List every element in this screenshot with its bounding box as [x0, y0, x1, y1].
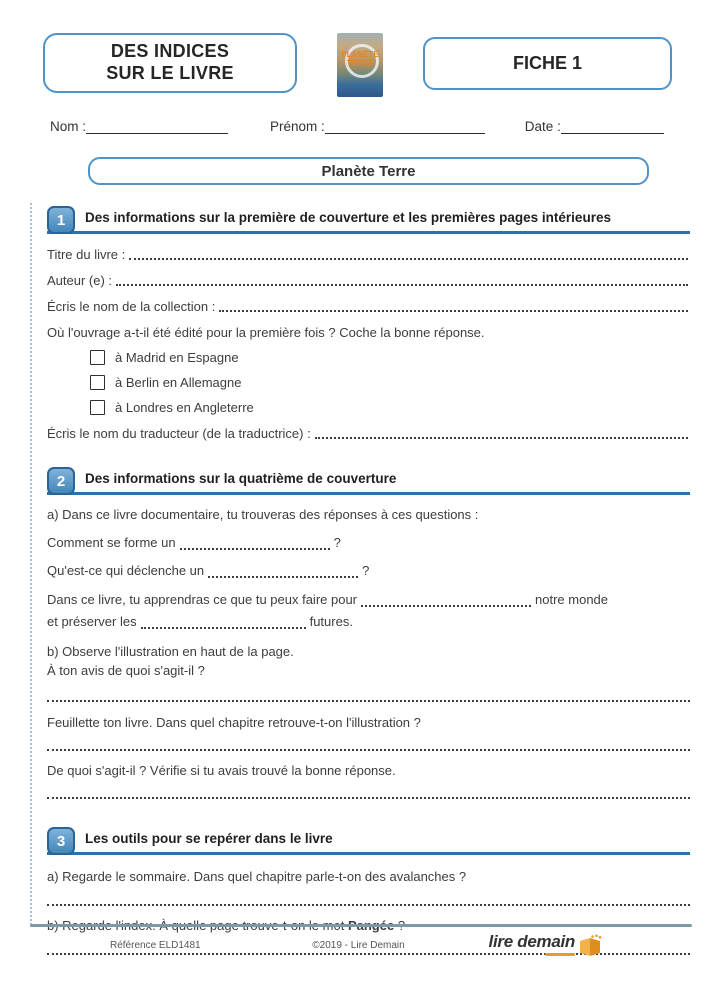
berlin-checkbox[interactable] — [90, 375, 105, 390]
collection-answer-line[interactable] — [219, 310, 688, 312]
traducteur-answer-line[interactable] — [315, 437, 688, 439]
footer-copyright: ©2019 - Lire Demain — [312, 940, 405, 951]
collection-label: Écris le nom de la collection : — [47, 299, 216, 314]
choice-madrid — [90, 350, 690, 365]
s3-answer-line-1[interactable] — [47, 898, 690, 906]
identity-row — [50, 118, 664, 134]
logo-subline — [545, 953, 575, 956]
fiche-label: FICHE 1 — [512, 53, 582, 73]
s2-answer-line-3[interactable] — [47, 791, 690, 799]
edition-question-row — [47, 325, 690, 340]
header-title-line1: DES INDICES — [110, 41, 230, 62]
section-1-heading-text: Des informations sur la première de couverture et les premières pages intérieures — [85, 210, 611, 225]
choice-londres — [90, 400, 690, 415]
book-cover-title — [337, 50, 383, 68]
s2-line3 — [47, 592, 690, 607]
feuillette-question: Feuillette ton livre. Dans quel chapitre retrouve-t-on l'illustration ? — [47, 715, 421, 730]
book-title: Planète Terre — [321, 162, 416, 180]
q2-suffix: ? — [362, 563, 370, 578]
s2-answer-line-2[interactable] — [47, 743, 690, 751]
nom-label: Nom : — [50, 119, 87, 134]
line4-answer-line[interactable] — [141, 615, 306, 629]
book-cover-thumbnail — [337, 33, 383, 97]
q2-prefix: Qu'est-ce qui déclenche un — [47, 563, 205, 578]
section-1-badge: 1 — [47, 206, 75, 234]
cover-title-line2: TERRE — [346, 59, 374, 69]
line4-prefix: et préserver les — [47, 614, 137, 629]
prenom-field[interactable] — [325, 118, 485, 134]
auteur-label: Auteur (e) : — [47, 273, 113, 288]
footer-divider — [30, 924, 692, 927]
section-3-heading-text: Les outils pour se repérer dans le livre — [85, 831, 333, 846]
s2-intro-row — [47, 507, 690, 522]
s2-verify-row — [47, 763, 690, 778]
section-2-heading-text: Des informations sur la quatrième de couverture — [85, 471, 397, 486]
q1-answer-line[interactable] — [180, 536, 330, 550]
s2-b-observe — [47, 642, 690, 680]
madrid-label: à Madrid en Espagne — [115, 350, 239, 365]
titre-label: Titre du livre : — [47, 247, 126, 262]
traducteur-row — [47, 426, 690, 441]
section-3-badge: 3 — [47, 827, 75, 855]
choice-berlin — [90, 375, 690, 390]
s3-a-question: a) Regarde le sommaire. Dans quel chapitre parle-t-on des avalanches ? — [47, 869, 467, 884]
date-field[interactable] — [561, 118, 664, 134]
q1-suffix: ? — [333, 535, 341, 550]
date-label: Date : — [524, 119, 561, 134]
londres-checkbox[interactable] — [90, 400, 105, 415]
line3-prefix: Dans ce livre, tu apprendras ce que tu peux faire pour — [47, 592, 358, 607]
edition-question: Où l'ouvrage a-t-il été édité pour la première fois ? Coche la bonne réponse. — [47, 325, 485, 340]
line4-suffix: futures. — [309, 614, 353, 629]
auteur-answer-line[interactable] — [116, 284, 688, 286]
londres-label: à Londres en Angleterre — [115, 400, 254, 415]
q1-prefix: Comment se forme un — [47, 535, 176, 550]
prenom-label: Prénom : — [270, 119, 325, 134]
open-book-icon — [577, 934, 603, 958]
lire-demain-logo — [489, 932, 603, 958]
s2-line4 — [47, 614, 690, 629]
auteur-row — [47, 273, 690, 288]
verify-line: De quoi s'agit-il ? Vérifie si tu avais trouvé la bonne réponse. — [47, 763, 396, 778]
s3-a-row — [47, 869, 690, 884]
s2-question-2 — [47, 563, 690, 578]
logo-text: lire demain — [488, 932, 575, 951]
berlin-label: à Berlin en Allemagne — [115, 375, 242, 390]
header-title-line2: SUR LE LIVRE — [106, 63, 234, 83]
traducteur-label: Écris le nom du traducteur (de la traductrice) : — [47, 426, 311, 441]
titre-du-livre-row — [47, 247, 690, 262]
nom-field[interactable] — [86, 118, 228, 134]
fiche-number-box — [423, 37, 672, 90]
book-title-box — [88, 157, 649, 185]
line3-suffix: notre monde — [535, 592, 609, 607]
b-line1: b) Observe l'illustration en haut de la page. — [47, 644, 294, 659]
s2-intro: a) Dans ce livre documentaire, tu trouveras des réponses à ces questions : — [47, 507, 479, 522]
b-line2: À ton avis de quoi s'agit-il ? — [47, 663, 205, 678]
collection-row — [47, 299, 690, 314]
footer-reference: Référence ELD1481 — [110, 940, 201, 951]
section-3-heading — [47, 827, 690, 855]
titre-answer-line[interactable] — [129, 258, 688, 260]
left-margin-rule — [30, 203, 32, 925]
s2-feuillette-row — [47, 715, 690, 730]
s2-answer-line-1[interactable] — [47, 694, 690, 702]
section-2-heading — [47, 467, 690, 495]
madrid-checkbox[interactable] — [90, 350, 105, 365]
content — [47, 203, 690, 955]
cover-title-line1: PLANÈTE — [341, 50, 379, 59]
q2-answer-line[interactable] — [208, 564, 358, 578]
header-title-box — [43, 33, 297, 93]
line3-answer-line[interactable] — [361, 593, 531, 607]
section-1-heading — [47, 206, 690, 234]
header — [43, 33, 672, 97]
s2-question-1 — [47, 535, 690, 550]
section-2-badge: 2 — [47, 467, 75, 495]
